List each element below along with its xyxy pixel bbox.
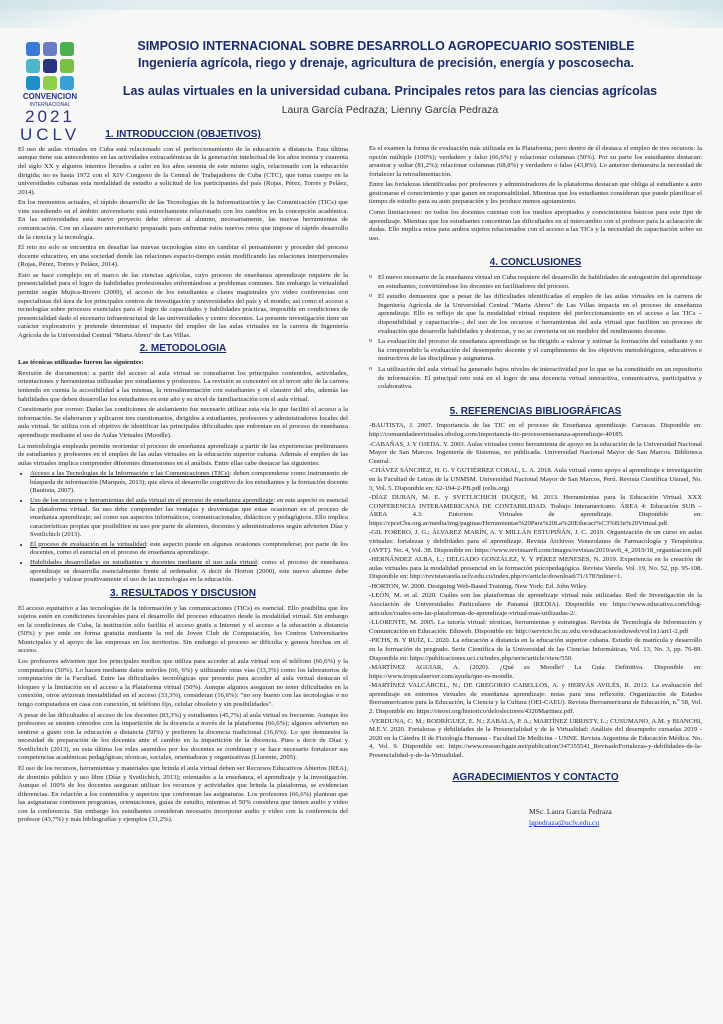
reference-item: -MARTÍNEZ VALCÁRCEL, N.; DE GREGORIO CABELLOS, A. y HERVÁS AVILÉS, R. 2012. La evaluación del aprendizaje en entornos virtuales de enseñanza aprendizaje: notas para una reflexión. Organización de Estados Iberoamericanos para la Educación, la Ciencia y la Cultura (OEI-CAEU). Revista Iberoamericana de Educación, n.º 58, Vol. 2. Disponible en: https://rieoei.org/historico/deloslectores/4320Martinez.pdf. bbox=[369, 682, 702, 715]
logo-square bbox=[43, 59, 57, 73]
reference-item: -CABAÑAS, J. Y OJEDA. Y. 2003. Aulas virtuales como herramienta de apoyo en la educación de la Universidad Nacional Mayor de San Marcos. Ingeniería de Sistemas, no publicada. Universidad Nacional Mayor de San Marcos. Biblioteca Central. bbox=[369, 440, 702, 465]
reference-item: -BAUTISTA, J. 2007. Importancia de las TIC en el proceso de Enseñanza aprendizaje. Carracas. Disponible en: http://comunidadesvirtuales.obolog.com/importancia-tic-procesoensenanza-aprendizaje-40185. bbox=[369, 422, 702, 439]
reference-item: -HORTON, W. 2000. Designing Web-Based Training. New York: Ed. John Wiley. bbox=[369, 582, 588, 590]
results-continued-paragraph: Es el examen la forma de evaluación más utilizada en la Plataforma; pero dentro de él destaca el empleo de tres recursos: la opción múltiple (100%); verdadero y falso (66,6%) y relacionar columnas (50%). Por su parte los estudiantes destacan: arrastrar y soltar (81,2%); relacionar columnas (68,8%) y verdadero o falso (43,8%). Lo anterior demuestra la necesidad de fortalecer la retroalimentación. bbox=[369, 145, 702, 178]
logo-square bbox=[43, 76, 57, 90]
reference-item: -LEÓN, M. et al. 2020. Cuáles son las plataformas de aprendizaje virtual más utilizadas. Red de Investigación de la Asociación de Universidades Particulares de Panamá (REDIA). Disponible en: https://www.educativa.com/blog-articulos/cuales-son-las-plataformas-de-aprendizaje-virtual-mas-utilizadas-2/. bbox=[369, 592, 702, 617]
list-item-heading: Uso de los recursos y herramientas del aula virtual en el proceso de enseñanza aprendizaje bbox=[30, 496, 274, 504]
list-item bbox=[30, 497, 348, 540]
methodology-paragraph: La metodología empleada permite reorientar el proceso de enseñanza aprendizaje a partir de las experiencias preliminares de estudiantes y profesores en el empleo de las aulas virtuales en la educación superior cubana. Además el empleo de las aulas virtuales implica comprender diferentes dimensiones en el análisis. Entre ellas cabe destacar las siguientes: bbox=[18, 442, 348, 467]
left-column bbox=[18, 127, 348, 827]
methodology-subtitle: Las técnicas utilizadas fueron las siguientes: bbox=[18, 359, 144, 367]
intro-paragraph: El uso de aulas virtuales en Cuba está relacionado con el perfeccionamiento de la educación a distancia. Esta última aunque tiene sus antecedentes en las actividades extracadémicas de la generación intelectual de los años treinta y cuarenta del siglo XX y algunos intentos llevados a cabo en los años sesenta de este mismo siglo, relacionado con la educación dirigida; no es hasta 1972 con el XIV Congreso de la Central de Trabajadores de Cuba (CTC), que toma cuerpo en la universidades cubanas esta modalidad de estudio a solicitud de los participantes del país (Rojas, Pérez, Torres y Peláez, 2014). bbox=[18, 145, 348, 196]
contact-block bbox=[529, 807, 702, 829]
intro-paragraph: Esto se hace complejo en el marco de las ciencias agrícolas, cuyo proceso de enseñanza aprendizaje requiere de la presencialidad para el logro de habilidades profesionales enfrentándose a problemas comunes. Sin embargo la virtualidad permite según Mujica-Rivero (2009), el acceso de los estudiantes a clases magistrales y/o video conferencias con especialistas del área de los principales centros de investigación y universidades del país y el mundo; así como el acceso a tecnologías sobre procesos exenciales para el logro de capacidades y habilidades prácticas, imposible en condiciones de presencialidad dado el escenario infraestructural de las universidades y centro docentes. La presente investigación tiene un carácter exploratorio y pretende determinar el impacto del empleo de las aulas virtuales en la carrera de Ingeniería Agrícola de la Universidad Central "Marta Abreu" de Las Villas. bbox=[18, 271, 348, 339]
reference-item: -PICHS, B. Y RUÍZ, L. 2020. La educación a distancia en la educación superior cubana. Estudio de matrícula y desarrollo en la formación de pregrado. Serie Científica de la Universidad de las Ciencias Informáticas, Vol. 13, No. 3, pp. 76-89. Disponible en: https://publicaciones.uci.cu/index.php/serie/article/view/550. bbox=[369, 637, 702, 662]
results-paragraph: El uso de los recursos, herramientas y materiales que brinda el aula virtual deben ser Recursos Educativos Abiertos (REA), de dominio público y uso libre (Díaz y Svetlichich, 2013); orientados a la enseñanza, el aprendizaje y la investigación. Aunque el 100% de los docentes aseguran utilizar los recursos y actividades que brinda la plataforma, se evidencian diferencias. En relación a los contenidos y aspectos que conforman las asignaturas. Los profesores (66,6%) plantean que las asignaturas contienen programas, orientaciones, guías de estudio, mientras el 50% considera que tienen audio y video con la conferencia. Sin embargo los estudiantes consideran necesario incorporar audio y video con la conferencia del profesor (43,7%) y más bibliografías y ejemplos (31,2%). bbox=[18, 764, 348, 824]
list-item-text: : este aspecto puede en algunas ocasiones comprenderse; por parte de los docentes, como el esencial en el proceso de enseñanza aprendizaje. bbox=[30, 540, 349, 557]
conclusions-list bbox=[369, 274, 702, 392]
section-title-methodology: 2. METODOLOGIA bbox=[139, 342, 227, 354]
intro-paragraph: En los momentos actuales, el rápido desarrollo de las Tecnologías de la Informatización y las Comunicación (TICs) que vine sucediendo en el ámbito universitario está estrechamente relacionado con los cambios en la concepción académica. En las universidades está nuevo proyecto debe ofrecer al alumno, necesariamente, las nuevas herramientas de comunicación. Con un claustro universitario preparado para enfrentar estos nuevos retos que impone el rápido desarrollo de la ciencia y la tecnología. bbox=[18, 199, 348, 241]
list-item: o La utilización del aula virtual ha generado bajos niveles de interactividad por lo que se ha constituido en un repositorio de información. El principal reto está en el logro de una docencia virtual interactiva, comunicativa, participativa y colaborativa. bbox=[378, 366, 702, 392]
list-item: o La evaluación del proceso de enseñanza aprendizaje se ha dirigido a valorar y estimar la formación del estudiante y no ha comprendido la evaluación del desempeño docente y el cumplimiento de los objetivos metodológicos, educativos e instructivos de las disciplinas y asignaturas. bbox=[378, 338, 702, 364]
methodology-paragraph: Revisión de documentos: a partir del acceso al aula virtual se consultaron los principales contenidos, actividades, orientaciones y herramientas utilizadas por estudiantes y profesores. La revisión se concentró en el tercer año de la carrera teniendo en cuenta la accesibilidad a las mismas, la retroalimentación con estudiantes y el claustro del año, además las habilidades que deben desarrollar los estudiantes en este año y su nivel de familiarización con el aula virtual. bbox=[18, 369, 348, 403]
intro-paragraph: El reto no solo se encuentra en desafiar las nuevas tecnologías sino en cambiar el pensamiento y proceder del proceso docente educativo, en una sociedad donde las relaciones espacio-tiempo están modificando las relaciones interpersonales (Rojas, Pérez, Torres y Peláez, 2014). bbox=[18, 244, 348, 269]
poster-header bbox=[96, 39, 676, 70]
reference-item: -GIL FORERO, J. G.; ÁLVAREZ MARÍN, A. Y MILLÁN ESTUPIÑÁN, J. C. 2019. Organización de un curso en aulas virtuales: fortalezas y debilidades para el aprendizaje. Revista Archivos Venezolanos de Farmacología y Terapéutica (AVFT). No. 4, Vol. 38. Disponible en: https://www.revistaavft.com/images/revistas/2019/avft_4_2019/18_organizacion.pdf bbox=[369, 529, 702, 554]
results-paragraph: Los profesores advierten que los principales medios que utiliza para acceder al aula virtual son el teléfono (66,6%) y la computadora (50%). Lo hacen mediante datos móviles (66, 6%) y utilizando otras vías (33,3%) como los laboratorios de computación de la Facultad. Entre las dificultades tecnológicas que presenta para acceder al aula virtual destacan el bloqueo y la limitación en el acceso a la Plataforma virtual (50%). Aunque algunos aseguran no tener dificultades en la conexión, otros avizoran inestabilidad en el acceso (33,3%), consideran (16,6%): "no soy bueno con las tecnologías o no tengo computadora en casa con conexión, ni teléfono fijo, celular obsoleto y sin posibilidades". bbox=[18, 658, 348, 708]
methodology-paragraph: Cuestionario por correo: Dadas las condiciones de aislamiento fue necesario utilizar esta vía lo que facilitó el acceso a la información. Se elaboraron y aplicaron tres cuestionarios, dirigidos a estudiantes, profesores y administradores locales del aula virtual. Se utiliza con el objetivo de identificar las principales dificultades que enfrentan en el proceso de enseñanza aprendizaje mediante el uso de Aulas Virtuales (Moodle). bbox=[18, 406, 348, 439]
list-item-heading: Habilidades desarrolladas en estudiantes y docentes mediante el uso aula virtual bbox=[30, 559, 257, 567]
reference-item: -MARTÍNEZ AGUIAR, A. (2020). ¿Qué es Moodle? La Guía Definitiva. Disponible en: https://www.tropicalserver.com/ayuda/que-es-moodle. bbox=[369, 664, 702, 680]
list-item: o El estudio demuestra que a pesar de las dificultades identificadas el empleo de las aulas virtuales en la carrera de Ingeniería Agrícola de la Universidad Central "Marta Abreu" de Las Villas impacta en el proceso de enseñanza aprendizaje. Ello es reflejo de que la modalidad virtual requiere del perfeccionamiento en el acceso a las TICs –disponibilidad y capacitación–; del uso de los recursos o herramientas del aula virtual que faciliten un proceso de evaluación que desarrolle habilidades y destrezas, y no se convierta en un medidor del rendimiento docente. bbox=[378, 293, 702, 336]
section-title-references: 5. REFERENCIAS BIBLIOGRÁFICAS bbox=[449, 405, 622, 417]
logo-square bbox=[26, 42, 40, 56]
logo-line2: INTERNACIONAL bbox=[29, 101, 71, 108]
list-item: o El nuevo escenario de la enseñanza virtual en Cuba requiere del desarrollo de habilidades de autogestión del aprendizaje en estudiantes, convirtiéndose los docentes en facilitadores del proceso. bbox=[378, 274, 702, 291]
corner-decoration-left bbox=[0, 0, 150, 28]
logo-square bbox=[26, 59, 40, 73]
logo-square bbox=[60, 76, 74, 90]
references-list bbox=[369, 422, 702, 760]
contact-email-link[interactable]: lgpedraza@uclv.edu.cu bbox=[529, 818, 600, 828]
reference-item: -CHÁVEZ SÁNCHEZ, H. G. Y GUTIÉRREZ CORAL, L. A. 2018. Aula virtual como apoyo al aprendizaje e investigación en la Facultad de Letras de la UNMSM. Universidad Nacional Mayor de San Marcos, Perú. Revista Científica Uisrael, No. 3, Vol. 5. Disponible en: 62-194-2-PB.pdf (relis.org) bbox=[369, 467, 702, 492]
logo-institution: UCLV bbox=[19, 125, 81, 145]
logo-line1: CONVENCION bbox=[22, 92, 78, 101]
methodology-dimensions-list bbox=[18, 470, 348, 585]
results-paragraph: A pesar de las dificultades el acceso de los docentes (83,3%) y estudiantes (45,7%) al aula virtual es frecuente. Aunque los profesores se sienten cómodos con la impartición de la docencia a través de la plataforma (66,6%); algunos advierten no sentirse a gusto con la educación a distancia (50%) y prefieren la docencia tradicional (16,6%). Lo que demuestra la necesidad de preparación de los docentes ante el cambio en la impartición de la docencia. Pues a decir de Díaz y Svetlichich (2013), en esta última los roles asumidos por los docentes se combinan y se hace necesario fortalecer sus competencias académicas pedagógicas; técnicas, sociales, orientadoras y organizativas (Llorente, 2005). bbox=[18, 711, 348, 762]
logo-year: 2021 bbox=[25, 106, 75, 126]
results-continued-paragraph: Entre las fortalezas identificadas por profesores y administradores de la plataforma destacan que obliga al estudiante a auto gestionarse el conocimiento y que ganen en responsabilidad. Mientras que los estudiantes consideran que puede planificar el tiempo de estudio para su auto preparación y les produce menos agotamiento. bbox=[369, 181, 702, 206]
list-item-text: : en este aspecto es esencial la plataforma virtual. Su uso debe comprender las ventajas y desventajas que estas ocasionan en el proceso de enseñanza aprendizaje; así como sus aspectos informáticos, comunicacionales, didácticos y pedagógicos. Ello implica características propias que posibiliten su uso por parte de alumnos, docentes y administradores según advierten Díaz y Svetlichich (2013). bbox=[30, 496, 348, 539]
logo-square bbox=[26, 76, 40, 90]
logo-square bbox=[60, 59, 74, 73]
list-item-heading: El proceso de evaluación en la virtualidad bbox=[30, 540, 146, 548]
right-column bbox=[369, 145, 702, 829]
list-item-text: : deben comprenderse como instrumento de búsqueda de información (Marqués, 2013); que eleva el desarrollo cognitivo de los estudiantes y la formación docente (Bautista, 2007). bbox=[30, 470, 348, 495]
poster-authors: Laura García Pedraza; Lienny García Pedraza bbox=[281, 104, 499, 116]
list-item bbox=[30, 559, 348, 585]
corner-decoration-right bbox=[573, 0, 723, 28]
list-item-text: : como el proceso de enseñanza aprendizaje se desarrolla esencialmente frente al ordenador. A decir de Horton (2000), este nuevo alumno debe manejarlo y valorar positivamente el uso de las tecnologías en la educación. bbox=[30, 559, 348, 584]
symposium-topics: Ingeniería agrícola, riego y drenaje, agricultura de precisión, energía y poscosecha. bbox=[137, 56, 634, 70]
poster-title: Las aulas virtuales en la universidad cubana. Principales retos para las ciencias agrícolas bbox=[122, 84, 658, 98]
symposium-name: SIMPOSIO INTERNACIONAL SOBRE DESARROLLO AGROPECUARIO SOSTENIBLE bbox=[137, 39, 635, 53]
reference-item: -LLORENTE, M. 2005. La tutoría virtual: técnicas, herramientas y estrategias. Revista de Tecnología de Información y Comunicación en Educación. Eduweb. Disponible en: http://servicio.bc.uc.edu.ve/educacion/eduweb/vol1n1/art1-2.pdf bbox=[369, 619, 702, 635]
contact-name: MSc. Laura García Pedraza bbox=[529, 807, 612, 817]
logo-squares bbox=[14, 42, 86, 90]
results-paragraph: El acceso equitativo a las tecnologías de la información y las comunicaciones (TICs) es esencial. Ello posibilita que los sujetos estén en condiciones favorables para el desarrollo del proceso educativo desde la modalidad virtual. Sin embargo en la condiciones de Cuba, la institución sólo facilita el acceso gratis a Internet y el acceso a la educación a distancia (50%) y por ende en forma gratuita mediante la red de Joven Club de Computación, los Centros Universitarios Municipales y el apoyo de las empresas en los territorios. Sin embargo el proceso se dificulta y genera brechas en el acceso. bbox=[18, 604, 348, 655]
list-item bbox=[30, 470, 348, 496]
section-title-conclusions: 4. CONCLUSIONES bbox=[489, 257, 582, 269]
list-item-heading: Acceso a las Tecnologías de la Información y las Comunicaciones (TICs) bbox=[30, 470, 230, 478]
logo-square bbox=[60, 42, 74, 56]
section-title-intro: 1. INTRODUCCION (OBJETIVOS) bbox=[105, 129, 261, 140]
reference-item: -HERNÁNDEZ ALBA, L.; DELGADO GONZÁLEZ, Y. Y PÉREZ MENESES, N. 2019. Experiencia en la creación de aulas virtuales para la modalidad presencial en la formación psicopedagógica. Revista Varela. Vol. 19, No. 52, pp. 95-108. Disponible en: http://revistavarela.uclv.edu.cu/index.php/rv/article/download/71/178?inline=1. bbox=[369, 556, 702, 581]
list-item bbox=[30, 541, 348, 558]
reference-item: -VERDUNA, C. M.; RODRÍGUEZ, E. N.; ZABALA, P. A.; MARTÍNEZ URRISTY, L.; CUSUMANO, A.M. y BIANCHI, M.E.V. 2020. Fortalezas y debilidades de la Presencialidad y de la Virtualidad: Análisis del desempeño cursadas 2019 - 2020 en la Cátedra II de Fisiología Humana - Facultad De Medicina - UNNE. Revista Argentina de Educación Médica. No. 4, Vol. 9. Disponible en: https://www.researchgate.net/publication/347355541_RevisadoFortalezas-y-debilidades-de-la-Presencialidad-y-de-la-Virtualidad. bbox=[369, 717, 702, 759]
reference-item: -DÍAZ DURAN, M. E. y SVETLICHICH DUQUE, M. 2013. Herramientas para la Educación Virtual. XXX CONFERENCIA INTERAMERICANA DE CONTABILIDAD. Trabajo Interamericano. ÁREA 4: Educación SUB – ÁREA 4.3: Entornos Virtuales de aprendizaje. Disponible en: https://cpceCba.org.ar/media/img/paginas/Herramientas%20Para%20La%20Educaci%C3%B3n%20Virtual.pdf. bbox=[369, 494, 702, 527]
section-title-results: 3. RESULTADOS Y DISCUSION bbox=[110, 587, 256, 599]
results-continued-paragraph: Como limitaciones: no todos los docentes cuentan con los medios apropiados y conocimientos básicos para este tipo de aprendizaje. Mientras que los estudiantes concentran las dificultades en el intercambio con el profesor para la aclaración de dudas. Ello implica retos para ambos sujetos relacionados con el acceso a las TICs y la necesidad de capacitación sobre su uso. bbox=[369, 209, 702, 242]
section-title-contact: AGRADECIMIENTOS Y CONTACTO bbox=[452, 772, 619, 784]
logo-square bbox=[43, 42, 57, 56]
